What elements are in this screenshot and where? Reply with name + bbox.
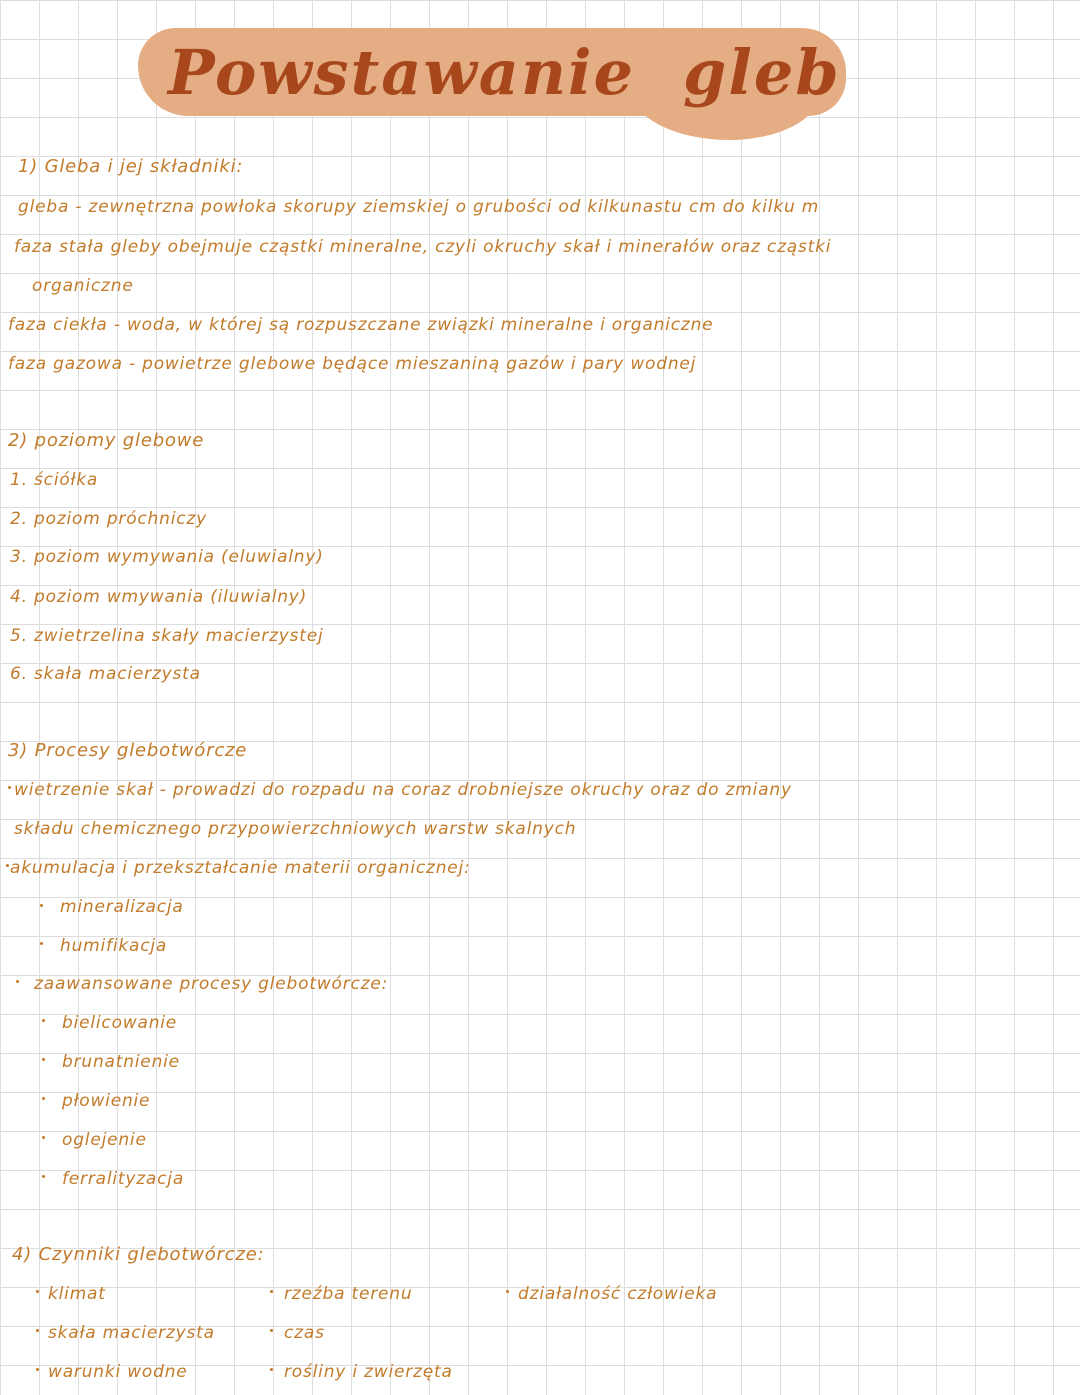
process-item: ferralityzacja: [62, 1169, 185, 1189]
factor-item: warunki wodne: [48, 1362, 188, 1382]
section-1-line: organiczne: [32, 276, 134, 296]
horizon-item: 4. poziom wmywania (iluwialny): [10, 587, 308, 607]
bullet-dot: [42, 1097, 45, 1100]
factor-item: skała macierzysta: [48, 1323, 215, 1343]
process-item: oglejenie: [62, 1130, 147, 1150]
horizon-item: 1. ściółka: [10, 470, 99, 490]
section-3-advanced-heading: zaawansowane procesy glebotwórcze:: [34, 974, 389, 994]
bullet-dot: [42, 1019, 45, 1022]
process-item: płowienie: [62, 1091, 151, 1111]
bullet-dot: [270, 1290, 273, 1293]
horizon-item: 5. zwietrzelina skały macierzystej: [10, 626, 324, 646]
bullet-dot: [36, 1329, 39, 1332]
section-1-heading: 1) Gleba i jej składniki:: [18, 156, 244, 177]
bullet-dot: [270, 1368, 273, 1371]
bullet-dot: [40, 942, 43, 945]
bullet-dot: [8, 786, 11, 789]
process-item: humifikacja: [60, 936, 168, 956]
section-4-heading: 4) Czynniki glebotwórcze:: [12, 1244, 265, 1265]
horizon-item: 3. poziom wymywania (eluwialny): [10, 547, 324, 567]
section-2-heading: 2) poziomy glebowe: [8, 430, 205, 451]
bullet-dot: [16, 980, 19, 983]
page-title: [168, 28, 848, 118]
bullet-dot: [36, 1290, 39, 1293]
bullet-dot: [506, 1290, 509, 1293]
bullet-dot: [6, 864, 9, 867]
section-3-line: wietrzenie skał - prowadzi do rozpadu na coraz drobniejsze okruchy oraz do zmiany: [14, 780, 792, 800]
factor-item: rzeźba terenu: [284, 1284, 413, 1304]
bullet-dot: [42, 1136, 45, 1139]
factor-item: rośliny i zwierzęta: [284, 1362, 453, 1382]
factor-item: klimat: [48, 1284, 106, 1304]
section-1-line: faza ciekła - woda, w której są rozpuszczane związki mineralne i organiczne: [8, 315, 714, 335]
factor-item: działalność człowieka: [518, 1284, 718, 1304]
bullet-dot: [36, 1368, 39, 1371]
section-1-line: faza gazowa - powietrze glebowe będące mieszaniną gazów i pary wodnej: [8, 354, 697, 374]
bullet-dot: [270, 1329, 273, 1332]
horizon-item: 6. skała macierzysta: [10, 664, 201, 684]
factor-item: czas: [284, 1323, 325, 1343]
section-1-line: gleba - zewnętrzna powłoka skorupy ziemskiej o grubości od kilkunastu cm do kilku m: [18, 197, 820, 217]
section-3-heading: 3) Procesy glebotwórcze: [8, 740, 248, 761]
title-word-2: gleb: [683, 36, 841, 109]
section-3-line: akumulacja i przekształcanie materii organicznej:: [10, 858, 471, 878]
bullet-dot: [40, 904, 43, 907]
process-item: brunatnienie: [62, 1052, 180, 1072]
section-3-line: składu chemicznego przypowierzchniowych warstw skalnych: [14, 819, 577, 839]
bullet-dot: [42, 1175, 45, 1178]
title-word-1: Powstawanie: [168, 36, 636, 109]
horizon-item: 2. poziom próchniczy: [10, 509, 207, 529]
bullet-dot: [42, 1058, 45, 1061]
section-1-line: faza stała gleby obejmuje cząstki mineralne, czyli okruchy skał i minerałów oraz cząstki: [14, 237, 832, 257]
process-item: mineralizacja: [60, 897, 184, 917]
process-item: bielicowanie: [62, 1013, 178, 1033]
